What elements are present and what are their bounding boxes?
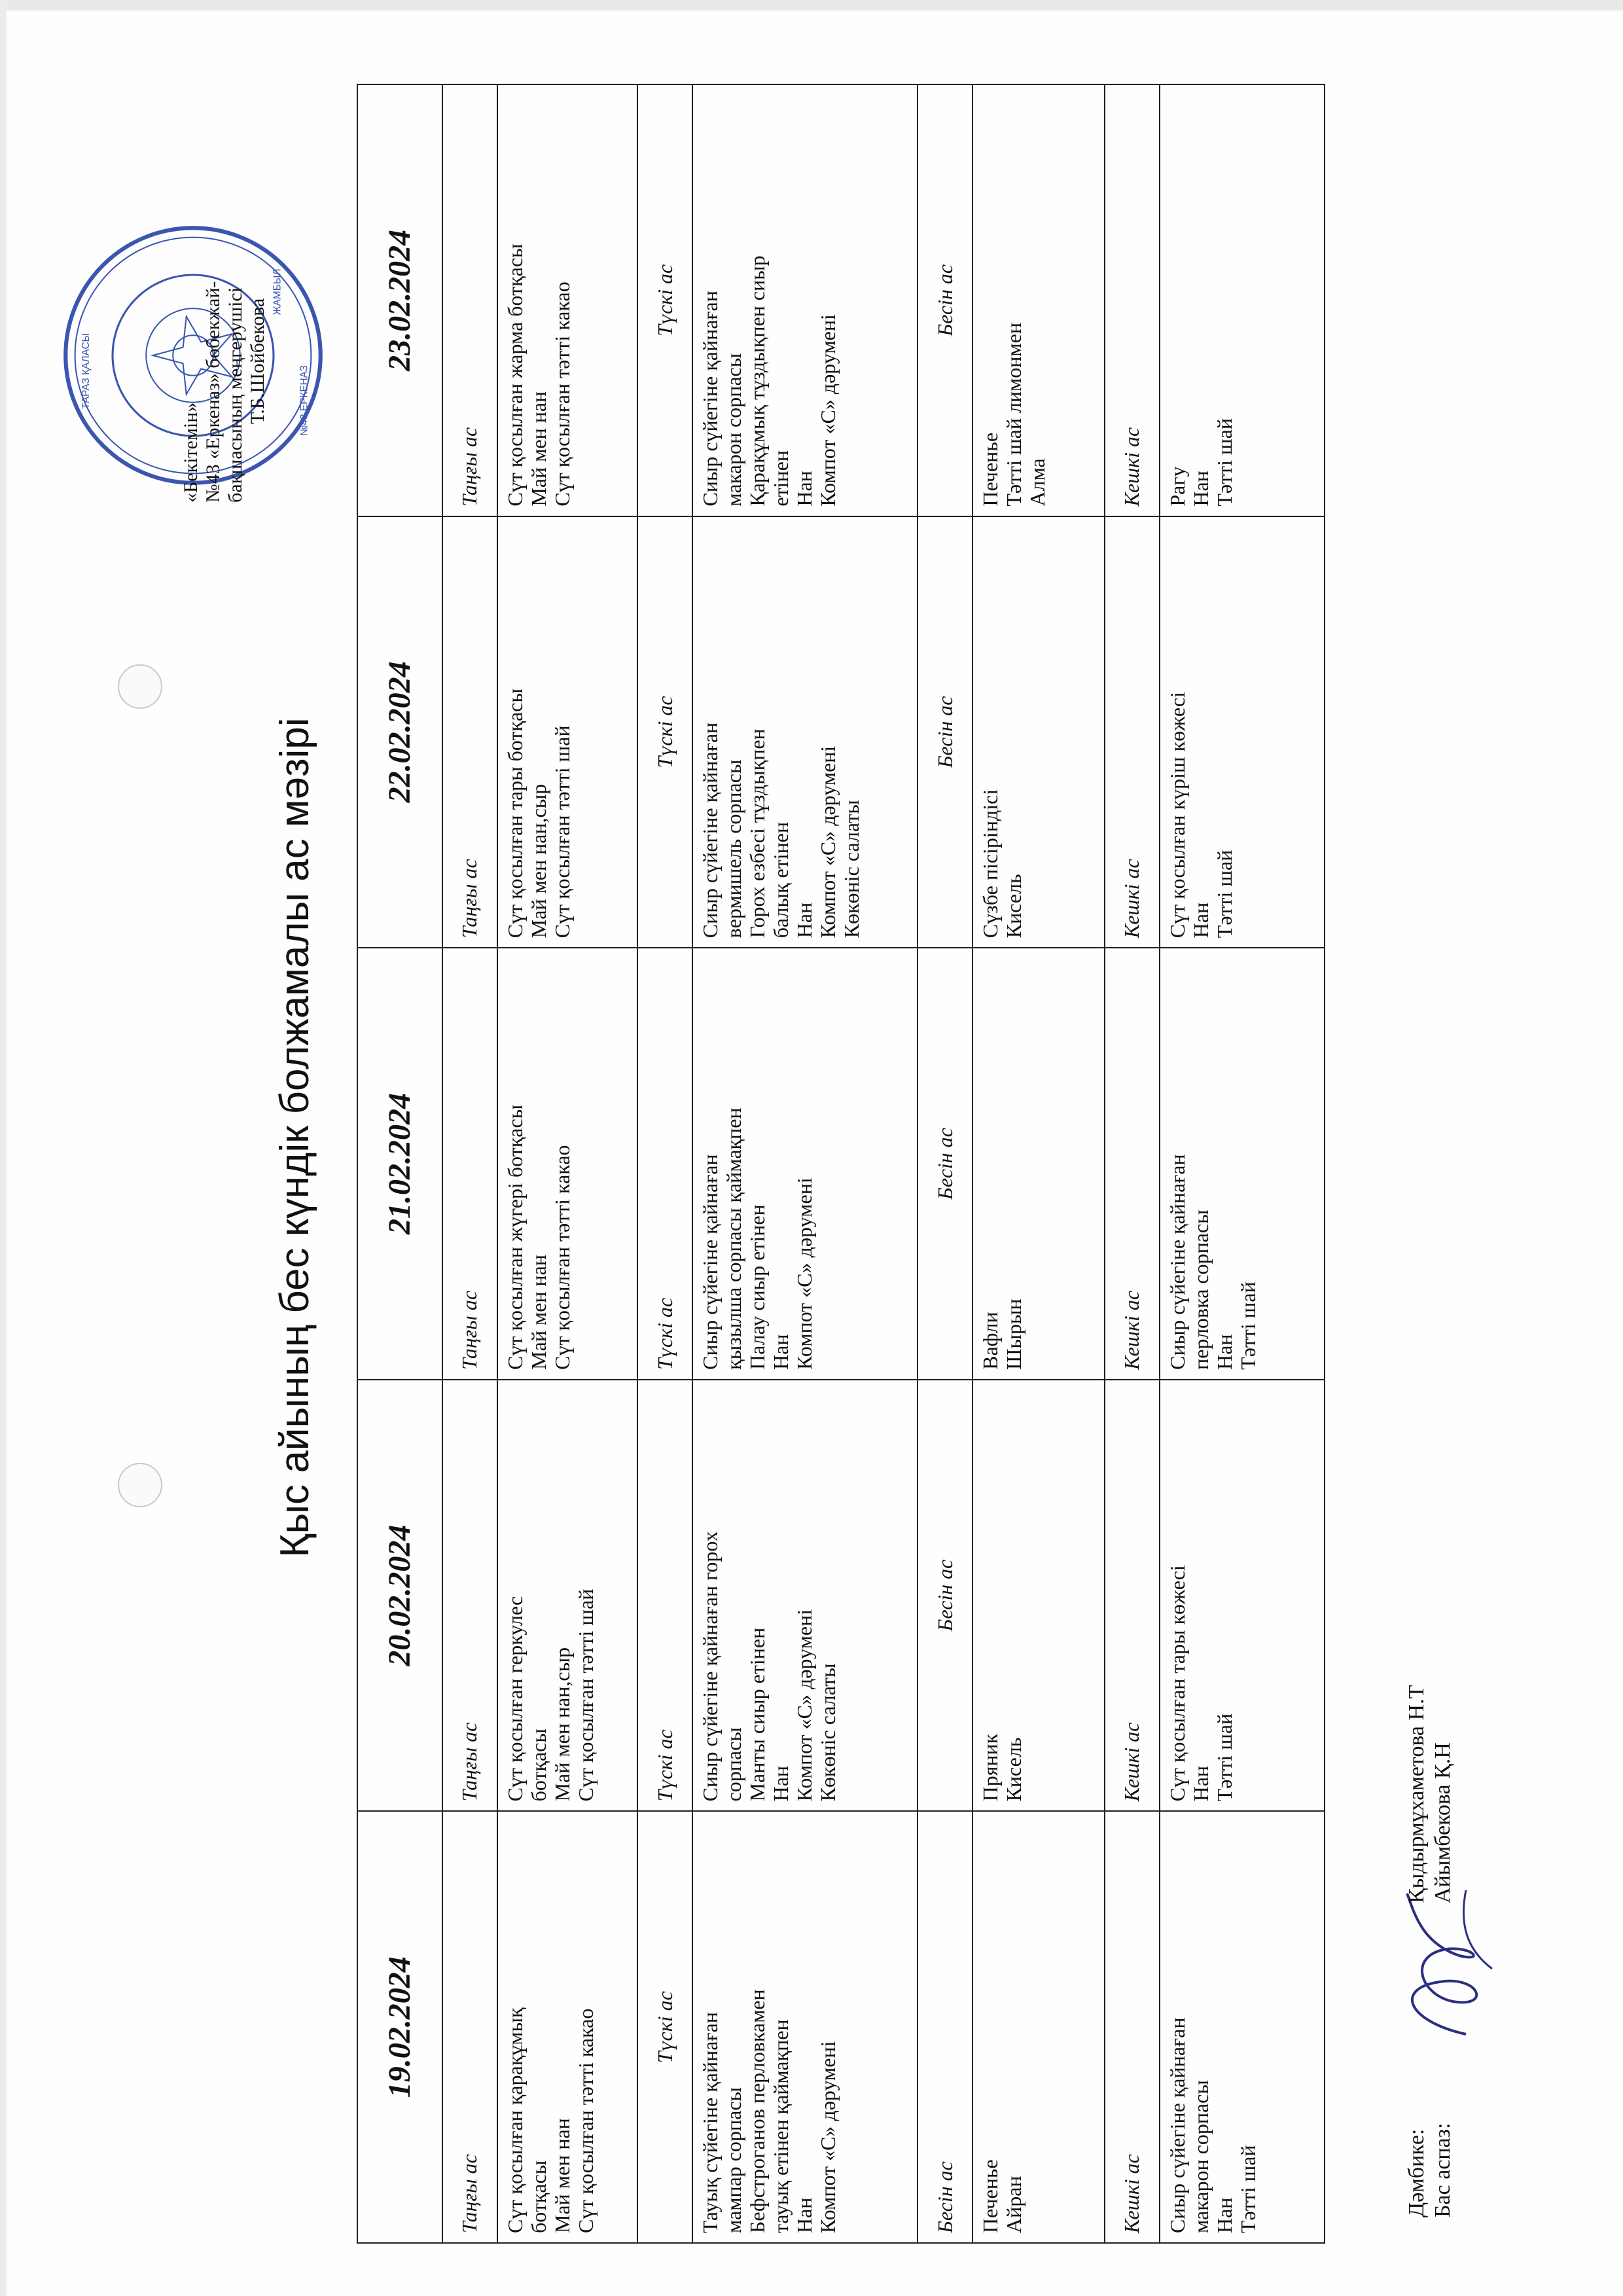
meal-label-dinner: Кешкі ас	[1105, 84, 1160, 516]
signature-role: Бас аспаз:	[1431, 2123, 1455, 2217]
svg-text:№43 ЕРКЕНАЗ: №43 ЕРКЕНАЗ	[298, 365, 310, 436]
dinner-cell	[1160, 948, 1325, 1380]
dish-item: Сүт қосылған тәтті какао	[550, 281, 575, 507]
meal-label-lunch: Түскі ас	[637, 516, 692, 948]
meal-label-snack: Бесін ас	[918, 84, 972, 516]
dish-item: Тәтті шай	[1212, 1713, 1236, 1802]
dinner-cell	[1160, 1811, 1325, 2243]
dish-item: Нан	[793, 2197, 817, 2233]
lunch-cell	[692, 948, 918, 1380]
dish-item: Сиыр сүйегіне қайнаған	[1165, 1154, 1189, 1370]
meal-label-snack: Бесін ас	[918, 1811, 972, 2243]
dish-item: Сүт қосылған тәтті шай	[550, 725, 575, 939]
dish-item: Сүт қосылған геркулес	[503, 1596, 527, 1802]
dish-item: Май мен нан	[527, 391, 551, 507]
snack-label-row	[918, 84, 972, 2243]
approval-heading: «Бекітемін»	[180, 402, 202, 503]
dish-item: Кисель	[1002, 874, 1026, 939]
meal-label-breakfast: Таңғы ас	[442, 1811, 497, 2243]
dish-item: вермишель сорпасы	[722, 759, 746, 939]
meal-label-lunch: Түскі ас	[637, 84, 692, 516]
dish-item: Вафли	[978, 1312, 1003, 1370]
date-header-cell: 22.02.2024	[357, 516, 442, 948]
dish-item: қызылша сорпасы қаймақпен	[722, 1107, 746, 1370]
dish-item: мампар сорпасы	[722, 2087, 746, 2233]
dish-item: Сүт қосылған жүгері ботқасы	[503, 1104, 527, 1370]
dish-item: Нан	[769, 1765, 793, 1802]
snack-cell	[972, 1380, 1104, 1812]
dinner-cell	[1160, 1380, 1325, 1812]
dish-item: Компот «С» дәрумені	[793, 1177, 817, 1370]
dish-item: Манты сиыр етінен	[745, 1627, 770, 1802]
breakfast-cell	[497, 948, 637, 1380]
dinner-cell	[1160, 84, 1325, 516]
dish-item: Тәтті шай	[1236, 1282, 1260, 1370]
page-title: Қыс айының бес күндік болжамалы ас мәзірі	[272, 717, 317, 1558]
meal-label-snack: Бесін ас	[918, 1380, 972, 1812]
dish-item: Пряник	[978, 1733, 1003, 1802]
dish-item: тауық етінен қаймақпен	[769, 2019, 793, 2233]
dish-item: Тәтті шай	[1212, 418, 1236, 507]
dish-item: ботқасы	[527, 1729, 551, 1802]
dish-item: Сиыр сүйегіне қайнаған	[698, 722, 722, 939]
dish-item: Тәтті шай	[1212, 850, 1236, 939]
dish-item: Нан	[1188, 1765, 1213, 1802]
dish-item: Тәтті шай лимонмен	[1002, 323, 1026, 507]
snack-cell	[972, 516, 1104, 948]
approval-block	[180, 136, 269, 503]
dish-item: сорпасы	[722, 1727, 746, 1802]
dish-item: Сүт қосылған тәтті какао	[574, 2008, 598, 2233]
lunch-cell	[692, 1811, 918, 2243]
dish-item: Сүт қосылған қарақұмық	[503, 2007, 527, 2233]
dish-item: Рагу	[1165, 466, 1189, 507]
dish-item: Нан	[793, 902, 817, 939]
date-header-cell: 21.02.2024	[357, 948, 442, 1380]
dish-item: Нан	[1212, 2197, 1236, 2233]
date-header-cell: 23.02.2024	[357, 84, 442, 516]
breakfast-cell	[497, 516, 637, 948]
approval-position: бақшасының меңгерушісі	[224, 287, 246, 503]
dish-item: Алма	[1026, 458, 1050, 507]
lunch-cell	[692, 1380, 918, 1812]
dish-item: Сиыр сүйегіне қайнаған	[1165, 2017, 1189, 2233]
dinner-label-row	[1105, 84, 1160, 2243]
dish-item: Печенье	[978, 432, 1003, 507]
dish-item: Сүт қосылған күріш көжесі	[1165, 692, 1189, 939]
signature-role: Дәмбике:	[1404, 2128, 1429, 2217]
meal-label-dinner: Кешкі ас	[1105, 1811, 1160, 2243]
dish-item: Май мен нан	[527, 1255, 551, 1370]
dish-item: ботқасы	[527, 2160, 551, 2233]
breakfast-cell	[497, 1811, 637, 2243]
meal-label-breakfast: Таңғы ас	[442, 516, 497, 948]
dish-item: перловка сорпасы	[1188, 1210, 1213, 1370]
menu-table	[357, 84, 1325, 2244]
approval-institution: №43 «Еркеназ» бөбекжай-	[202, 281, 224, 503]
snack-cell	[972, 84, 1104, 516]
meal-label-dinner: Кешкі ас	[1105, 948, 1160, 1380]
breakfast-cell	[497, 84, 637, 516]
dish-item: Сүт қосылған тәтті шай	[574, 1588, 598, 1802]
svg-text:ЖАМБЫЛ: ЖАМБЫЛ	[272, 268, 283, 315]
meal-label-breakfast: Таңғы ас	[442, 1380, 497, 1812]
breakfast-dishes-row	[497, 84, 637, 2243]
dish-item: Нан	[793, 471, 817, 507]
dish-item: макарон сорпасы	[722, 353, 746, 507]
dish-item: Сиыр сүйегіне қайнаған горох	[698, 1531, 722, 1802]
dish-item: Шырын	[1002, 1299, 1026, 1370]
dish-item: Сүт қосылған тары ботқасы	[503, 689, 527, 939]
meal-label-lunch: Түскі ас	[637, 1811, 692, 2243]
dinner-dishes-row	[1160, 84, 1325, 2243]
meal-label-snack: Бесін ас	[918, 516, 972, 948]
dish-item: Горох езбесі тұздықпен	[745, 728, 770, 939]
lunch-cell	[692, 516, 918, 948]
meal-label-breakfast: Таңғы ас	[442, 84, 497, 516]
breakfast-cell	[497, 1380, 637, 1812]
dish-item: Компот «С» дәрумені	[816, 314, 840, 507]
lunch-cell	[692, 84, 918, 516]
date-header-row	[357, 84, 442, 2243]
dish-item: Айран	[1002, 2176, 1026, 2233]
dish-item: Нан	[1188, 471, 1213, 507]
dish-item: Кисель	[1002, 1737, 1026, 1802]
date-header-cell: 20.02.2024	[357, 1380, 442, 1812]
meal-label-dinner: Кешкі ас	[1105, 516, 1160, 948]
dish-item: Тауық сүйегіне қайнаған	[698, 2012, 722, 2233]
dish-item: балық етінен	[769, 821, 793, 939]
dish-item: Нан	[1188, 902, 1213, 939]
dish-item: Сиыр сүйегіне қайнаған	[698, 1154, 722, 1370]
signature-name: Қыдырмұхаметова Н.Т	[1404, 1685, 1429, 1903]
approval-name: Т.Б.Шойбекова	[247, 298, 268, 424]
lunch-dishes-row	[692, 84, 918, 2243]
dish-item: Сүт қосылған жарма ботқасы	[503, 243, 527, 507]
meal-label-lunch: Түскі ас	[637, 1380, 692, 1812]
dish-item: макарон сорпасы	[1188, 2080, 1213, 2233]
dish-item: Компот «С» дәрумені	[793, 1609, 817, 1802]
dish-item: Көкөніс салаты	[840, 800, 864, 939]
dish-item: Бефстроганов перловкамен	[745, 1989, 770, 2233]
dish-item: Компот «С» дәрумені	[816, 745, 840, 939]
breakfast-label-row	[442, 84, 497, 2243]
signature-name: Айымбекова Қ.Н	[1431, 1742, 1455, 1903]
dish-item: Май мен нан,сыр	[550, 1647, 575, 1802]
dish-item: Компот «С» дәрумені	[816, 2041, 840, 2233]
dish-item: Нан	[769, 1334, 793, 1370]
svg-text:ТАРАЗ ҚАЛАСЫ: ТАРАЗ ҚАЛАСЫ	[80, 332, 92, 409]
dish-item: Сүт қосылған тары көжесі	[1165, 1565, 1189, 1802]
dish-item: Сүзбе пісіріндісі	[978, 789, 1003, 939]
dish-item: етінен	[769, 450, 793, 507]
meal-label-lunch: Түскі ас	[637, 948, 692, 1380]
dish-item: Сиыр сүйегіне қайнаған	[698, 291, 722, 507]
dish-item: Нан	[1212, 1334, 1236, 1370]
snack-dishes-row	[972, 84, 1104, 2243]
dish-item: Қарақұмық тұздықпен сиыр	[745, 255, 770, 507]
dish-item: Тәтті шай	[1236, 2145, 1260, 2233]
meal-label-breakfast: Таңғы ас	[442, 948, 497, 1380]
dish-item: Май мен нан,сыр	[527, 783, 551, 939]
meal-label-dinner: Кешкі ас	[1105, 1380, 1160, 1812]
dinner-cell	[1160, 516, 1325, 948]
snack-cell	[972, 948, 1104, 1380]
dish-item: Печенье	[978, 2159, 1003, 2233]
dish-item: Көкөніс салаты	[816, 1663, 840, 1802]
dish-item: Сүт қосылған тәтті какао	[550, 1145, 575, 1370]
dish-item: Палау сиыр етінен	[745, 1204, 770, 1370]
lunch-label-row	[637, 84, 692, 2243]
date-header-cell: 19.02.2024	[357, 1811, 442, 2243]
snack-cell	[972, 1811, 1104, 2243]
meal-label-snack: Бесін ас	[918, 948, 972, 1380]
dish-item: Май мен нан	[550, 2118, 575, 2233]
